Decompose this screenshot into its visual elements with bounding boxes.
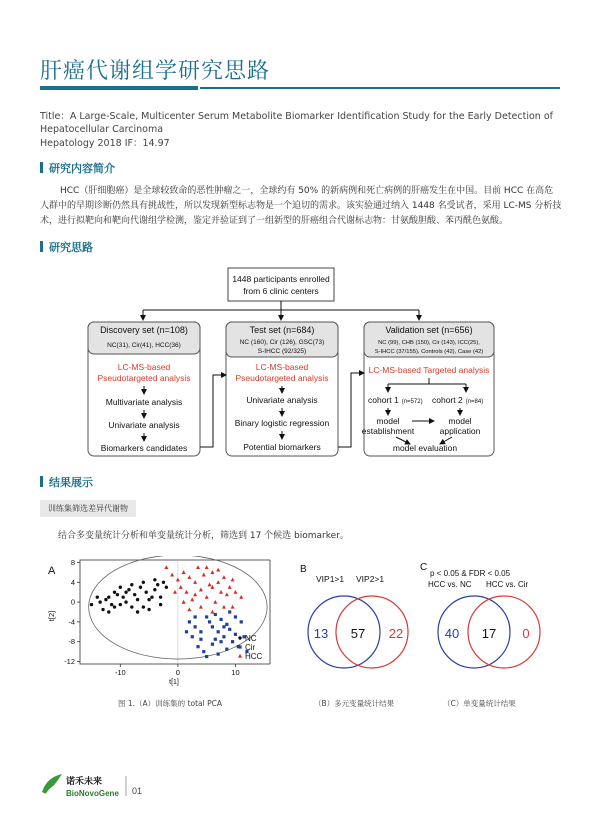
point-cir — [231, 640, 234, 643]
point-nc — [124, 590, 127, 593]
point-nc — [162, 581, 165, 584]
enrollment-line-1: 1448 participants enrolled — [232, 274, 330, 284]
page-title: 肝癌代谢组学研究思路 — [40, 59, 271, 84]
legend-label-cir: Cir — [245, 643, 256, 652]
point-cir — [219, 640, 222, 643]
brand-en: BioNovoGene — [66, 789, 119, 798]
point-cir — [225, 648, 228, 651]
model-application-1: model — [448, 416, 472, 426]
point-nc — [153, 588, 156, 591]
point-cir — [199, 630, 202, 633]
point-nc — [110, 603, 113, 606]
point-nc — [104, 598, 107, 601]
cohort-2: cohort 2 (n=84) — [432, 395, 484, 405]
point-cir — [214, 638, 217, 641]
discovery-method-1: LC-MS-based — [117, 362, 171, 372]
point-nc — [107, 610, 110, 613]
legend-label-nc: NC — [245, 634, 257, 643]
test-step-2: Binary logistic regression — [234, 418, 330, 428]
section-heading-text: 结果展示 — [49, 476, 93, 489]
intro-paragraph: HCC（肝细胞癌）是全球较致命的恶性肿瘤之一，全球约有 50% 的新病例和死亡病例的肝癌发生在中国。目前 HCC 在高危人群中的早期诊断仍然具有挑战性，所以发现新型标志物是一个迫切的需求。该实验通过纳入 1448 名受试者，采用 LC-MS 分析技术，进行拟靶向和靶向代谢组学检测，鉴定并验证到了一组新型的肝癌组合代谢标志物：甘氨酸胆酸、苯丙酰色氨酸。 — [40, 186, 562, 226]
point-cir — [191, 635, 194, 638]
venn-b-set2: VIP2>1 — [356, 574, 385, 584]
point-cir — [205, 615, 208, 618]
point-nc — [130, 583, 133, 586]
point-nc — [153, 578, 156, 581]
point-nc — [142, 581, 145, 584]
caption-c: （C）单变量统计结果 — [443, 699, 516, 708]
section-heading-text: 研究内容简介 — [49, 162, 115, 175]
discovery-step-2: Univariate analysis — [108, 420, 180, 430]
test-method-2: Pseudotargeted analysis — [235, 373, 329, 383]
section-bar — [40, 476, 43, 487]
model-establishment-2: establishment — [361, 426, 415, 436]
point-cir — [222, 625, 225, 628]
caption-b: （B）多元变量统计结果 — [314, 699, 395, 708]
journal-line: Hepatology 2018 IF：14.97 — [40, 138, 170, 149]
panel-b-label: B — [300, 564, 307, 575]
legend-marker-nc — [238, 636, 241, 639]
model-establishment-1: model — [376, 416, 400, 426]
point-nc — [107, 595, 110, 598]
point-nc — [159, 603, 162, 606]
point-cir — [228, 610, 231, 613]
point-nc — [96, 595, 99, 598]
test-groups-2: S-IHCC (92/325) — [257, 348, 307, 355]
page-number: 01 — [132, 786, 143, 796]
point-cir — [222, 635, 225, 638]
model-evaluation: model evaluation — [392, 443, 458, 453]
point-nc — [98, 600, 101, 603]
x-tick-label: 10 — [231, 668, 240, 677]
point-nc — [127, 588, 130, 591]
venn-c-set1: HCC vs. NC — [428, 580, 472, 589]
discovery-method-2: Pseudotargeted analysis — [97, 373, 191, 383]
discovery-step-3: Biomarkers candidates — [100, 443, 188, 453]
venn-b-set1: VIP1>1 — [316, 574, 345, 584]
point-nc — [130, 605, 133, 608]
y-tick-label: -8 — [68, 637, 75, 647]
test-method-1: LC-MS-based — [255, 362, 309, 372]
point-cir — [188, 620, 191, 623]
point-nc — [119, 603, 122, 606]
panel-a-label: A — [48, 565, 56, 577]
venn-c-left-count: 40 — [444, 626, 460, 641]
point-cir — [211, 625, 214, 628]
point-nc — [121, 595, 124, 598]
point-nc — [113, 605, 116, 608]
point-cir — [205, 655, 208, 658]
point-nc — [136, 610, 139, 613]
venn-b-right-count: 22 — [388, 626, 404, 641]
venn-c-right-count: 0 — [522, 626, 530, 641]
point-nc — [101, 608, 104, 611]
brand-cn: 诺禾未来 — [66, 776, 103, 786]
validation-title: Validation set (n=656) — [385, 325, 473, 335]
point-nc — [150, 595, 153, 598]
point-cir — [240, 620, 243, 623]
point-cir — [211, 643, 214, 646]
venn-b-left-count: 13 — [313, 626, 329, 641]
y-tick-label: 8 — [70, 557, 75, 567]
point-nc — [147, 598, 150, 601]
article-title: Title：A Large-Scale, Multicenter Serum Metabolite Biomarker Identification Study for the Early Detection of Hepatocellular Carcinoma — [40, 111, 553, 135]
section-heading-results — [40, 474, 93, 490]
venn-c-heading: p < 0.05 & FDR < 0.05 — [430, 569, 511, 578]
point-cir — [217, 652, 220, 655]
footer-logo — [40, 772, 170, 800]
point-nc — [159, 595, 162, 598]
cohort-1: cohort 1 (n=572) — [368, 395, 423, 405]
leaf-logo-icon — [42, 774, 62, 794]
validation-groups-2: S-IHCC (37/155), Controls (42), Case (42) — [374, 349, 484, 355]
venn-c-middle-count: 17 — [481, 626, 497, 641]
discovery-step-1: Multivariate analysis — [105, 397, 183, 407]
discovery-groups: NC(31), Cir(41), HCC(36) — [107, 342, 181, 349]
point-nc — [165, 586, 168, 589]
test-step-1: Univariate analysis — [246, 395, 318, 405]
point-cir — [185, 630, 188, 633]
test-title: Test set (n=684) — [249, 325, 315, 335]
point-nc — [142, 605, 145, 608]
point-cir — [219, 618, 222, 621]
point-cir — [194, 615, 197, 618]
point-nc — [136, 598, 139, 601]
pca-xlabel: t[1] — [169, 679, 179, 686]
point-cir — [225, 623, 228, 626]
model-application-2: application — [439, 426, 481, 436]
point-nc — [147, 608, 150, 611]
point-cir — [228, 628, 231, 631]
point-cir — [194, 625, 197, 628]
pca-ylabel: t[2] — [47, 610, 56, 622]
validation-method: LC-MS-based Targeted analysis — [368, 365, 490, 375]
point-nc — [133, 593, 136, 596]
validation-groups-1: NC (99), CHB (150), Cir (143), ICC(25), — [378, 340, 480, 346]
venn-diagram-c — [418, 556, 568, 680]
point-cir — [234, 615, 237, 618]
point-nc — [113, 590, 116, 593]
point-cir — [196, 645, 199, 648]
point-cir — [199, 638, 202, 641]
point-nc — [124, 600, 127, 603]
x-tick-label: -10 — [114, 668, 126, 677]
venn-c-set2: HCC vs. Cir — [486, 580, 529, 589]
point-cir — [202, 650, 205, 653]
results-text: 结合多变量统计分析和单变量统计分析，筛选到 17 个候选 biomarker。 — [58, 531, 349, 541]
section-heading-text: 研究思路 — [49, 241, 93, 254]
discovery-title: Discovery set (n=108) — [100, 325, 188, 335]
venn-diagram-b — [296, 560, 436, 680]
y-tick-label: -12 — [64, 657, 75, 667]
x-tick-label: 0 — [175, 668, 180, 677]
point-cir — [234, 633, 237, 636]
point-nc — [90, 603, 93, 606]
point-cir — [208, 620, 211, 623]
y-tick-label: -4 — [68, 617, 75, 627]
point-nc — [145, 590, 148, 593]
test-step-3: Potential biomarkers — [243, 442, 321, 452]
pca-scatter-plot — [40, 556, 280, 686]
point-cir — [217, 630, 220, 633]
y-tick-label: 4 — [70, 577, 75, 587]
test-groups-1: NC (160), Cir (126), GSC(73) — [239, 339, 325, 346]
enrollment-line-2: from 6 clinic centers — [243, 286, 319, 296]
subsection-chip: 训练集筛选差异代谢物 — [40, 500, 136, 517]
legend-marker-cir — [238, 645, 241, 648]
venn-b-middle-count: 57 — [350, 626, 366, 641]
legend-label-hcc: HCC — [245, 652, 263, 661]
caption-a: 图 1.（A）训练集的 total PCA — [118, 699, 222, 708]
point-nc — [139, 586, 142, 589]
panel-c-label: C — [420, 562, 428, 573]
point-nc — [116, 593, 119, 596]
point-nc — [119, 586, 122, 589]
enrollment-box — [228, 268, 334, 301]
y-tick-label: 0 — [70, 597, 75, 607]
point-nc — [156, 583, 159, 586]
